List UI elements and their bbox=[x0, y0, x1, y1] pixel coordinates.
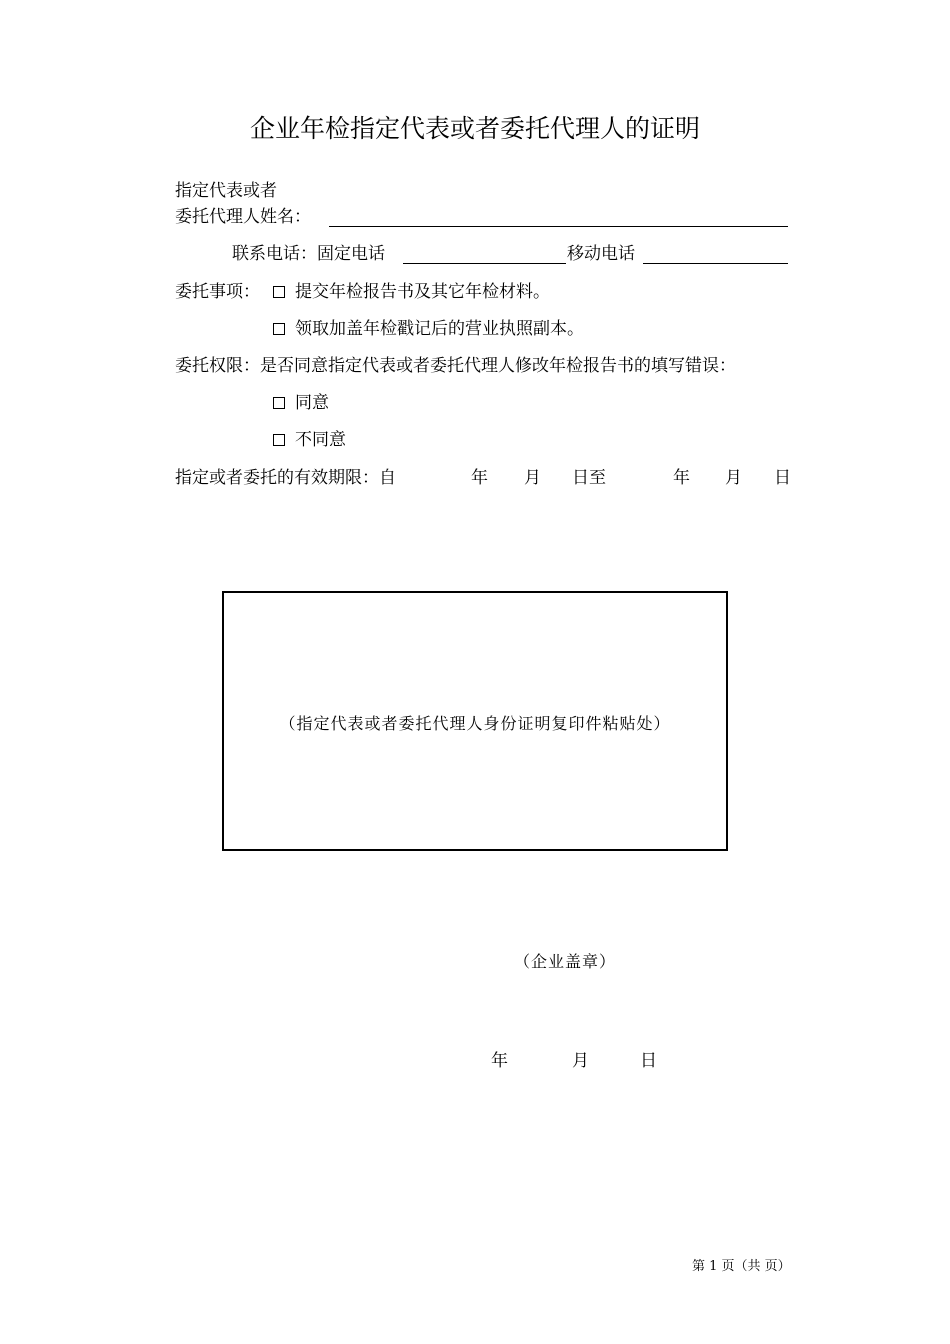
validity-day-to: 日至 bbox=[572, 468, 606, 488]
sign-year: 年 bbox=[491, 1051, 508, 1071]
name-label-line1: 指定代表或者 bbox=[175, 181, 277, 201]
mobile-label: 移动电话 bbox=[567, 244, 635, 264]
checkbox-icon[interactable] bbox=[273, 323, 285, 335]
option-disagree[interactable] bbox=[273, 432, 346, 449]
validity-month-1: 月 bbox=[524, 468, 541, 488]
validity-year-1: 年 bbox=[471, 468, 488, 488]
validity-month-2: 月 bbox=[725, 468, 742, 488]
matter-item-1[interactable] bbox=[273, 284, 550, 301]
authority-label: 委托权限：是否同意指定代表或者委托代理人修改年检报告书的填写错误： bbox=[175, 356, 736, 376]
name-label-line2: 委托代理人姓名： bbox=[175, 207, 311, 227]
checkbox-icon[interactable] bbox=[273, 286, 285, 298]
name-field-line[interactable] bbox=[329, 226, 788, 227]
sign-month: 月 bbox=[572, 1051, 589, 1071]
sign-day: 日 bbox=[640, 1051, 657, 1071]
validity-year-2: 年 bbox=[673, 468, 690, 488]
contact-label: 联系电话：固定电话 bbox=[232, 244, 385, 264]
matter-item-2[interactable] bbox=[273, 321, 584, 338]
id-copy-paste-box bbox=[222, 591, 728, 851]
seal-label: （企业盖章） bbox=[514, 952, 617, 971]
mobile-field-line[interactable] bbox=[643, 263, 788, 264]
matter-2-text: 领取加盖年检戳记后的营业执照副本。 bbox=[295, 319, 584, 339]
checkbox-icon[interactable] bbox=[273, 397, 285, 409]
landline-field-line[interactable] bbox=[403, 263, 566, 264]
option-disagree-text: 不同意 bbox=[295, 430, 346, 450]
page-footer: 第 1 页（共 页） bbox=[692, 1259, 791, 1274]
validity-label: 指定或者委托的有效期限：自 bbox=[175, 468, 396, 488]
validity-day-2: 日 bbox=[774, 468, 791, 488]
matters-label: 委托事项： bbox=[175, 282, 260, 302]
checkbox-icon[interactable] bbox=[273, 434, 285, 446]
option-agree-text: 同意 bbox=[295, 393, 329, 413]
option-agree[interactable] bbox=[273, 395, 329, 412]
matter-1-text: 提交年检报告书及其它年检材料。 bbox=[295, 282, 550, 302]
id-box-label: （指定代表或者委托代理人身份证明复印件粘贴处） bbox=[279, 714, 671, 733]
document-title: 企业年检指定代表或者委托代理人的证明 bbox=[249, 114, 700, 143]
